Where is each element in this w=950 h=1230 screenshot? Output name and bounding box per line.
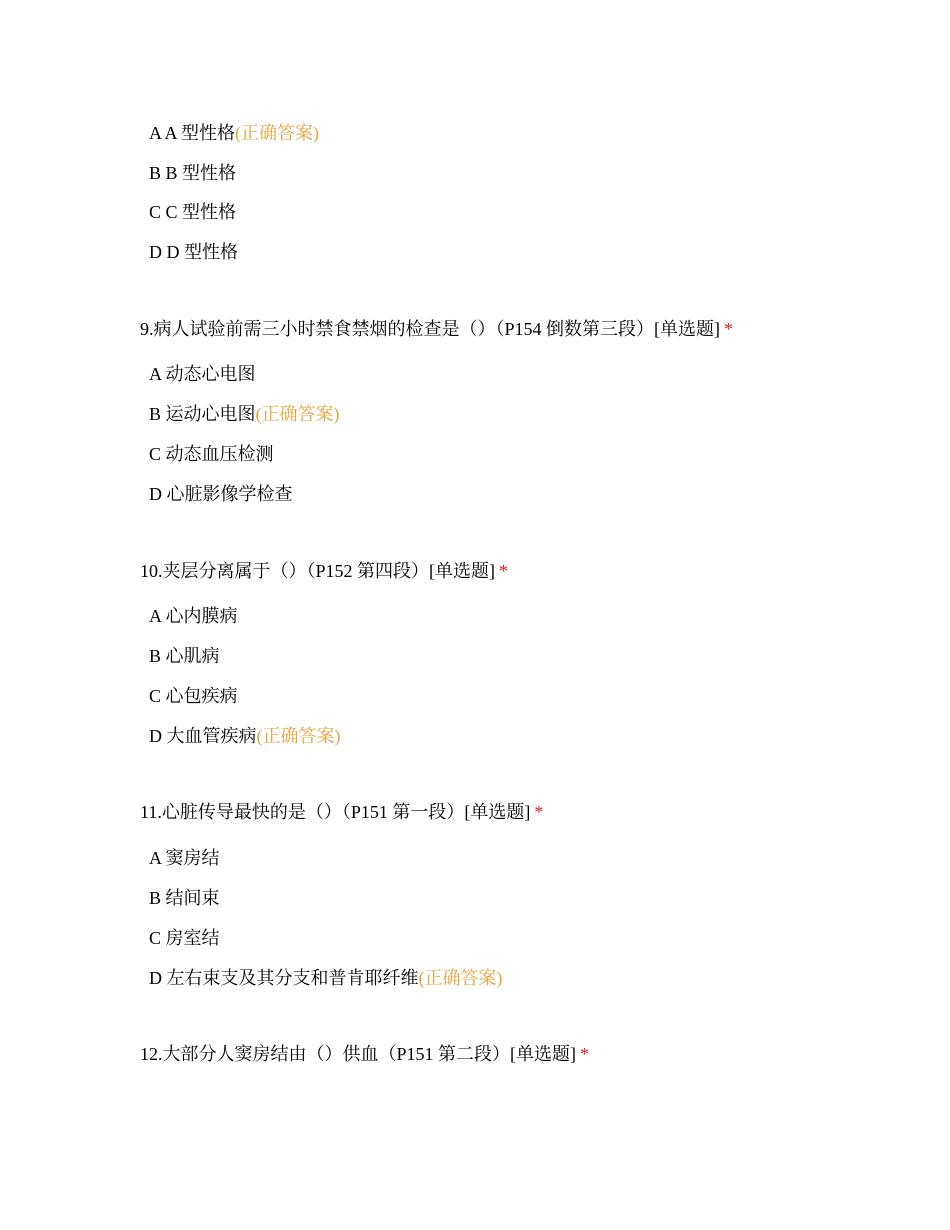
- correct-answer-tag: (正确答案): [235, 123, 320, 143]
- option-letter: A: [149, 848, 162, 868]
- option-text: 房室结: [165, 928, 220, 948]
- q11-option-a: [149, 847, 220, 869]
- required-asterisk: *: [534, 802, 544, 822]
- prev-option-a: [149, 122, 319, 144]
- required-asterisk: *: [499, 561, 508, 581]
- option-letter: B: [149, 404, 162, 424]
- q10-option-b: [149, 645, 220, 667]
- option-letter: A: [149, 364, 162, 384]
- question-text: 9.病人试验前需三小时禁食禁烟的检查是（）（P154 倒数第三段）[单选题]: [140, 319, 720, 339]
- q11-option-b: [149, 887, 220, 909]
- correct-answer-tag: (正确答案): [256, 726, 341, 746]
- question-10-title: [140, 560, 508, 582]
- correct-answer-tag: (正确答案): [418, 968, 503, 988]
- question-11-title: [140, 801, 543, 823]
- prev-option-c: [149, 201, 236, 223]
- prev-option-b: [149, 162, 236, 184]
- option-letter: C: [149, 202, 162, 222]
- option-text: 心肌病: [165, 646, 220, 666]
- option-text: 窦房结: [165, 848, 220, 868]
- question-9-title: [140, 318, 733, 340]
- option-text: 动态血压检测: [165, 444, 274, 464]
- option-text: C 型性格: [165, 202, 237, 222]
- option-letter: C: [149, 444, 162, 464]
- option-text: 动态心电图: [165, 364, 256, 384]
- option-text: A 型性格: [164, 123, 236, 143]
- option-text: D 型性格: [166, 242, 238, 262]
- option-text: B 型性格: [165, 163, 237, 183]
- q9-option-d: [149, 483, 293, 505]
- question-text: 12.大部分人窦房结由（）供血（P151 第二段）[单选题]: [140, 1044, 576, 1064]
- q10-option-d: [149, 725, 341, 747]
- question-text: 11.心脏传导最快的是（）（P151 第一段）[单选题]: [140, 802, 531, 822]
- option-text: 心脏影像学检查: [166, 484, 293, 504]
- required-asterisk: *: [724, 319, 733, 339]
- option-letter: D: [149, 726, 162, 746]
- option-text: 左右束支及其分支和普肯耶纤维: [166, 968, 419, 988]
- prev-option-d: [149, 241, 238, 263]
- option-text: 大血管疾病: [166, 726, 257, 746]
- question-12-title: [140, 1043, 589, 1065]
- option-letter: D: [149, 242, 162, 262]
- option-text: 心内膜病: [165, 606, 238, 626]
- option-letter: D: [149, 968, 162, 988]
- q9-option-a: [149, 363, 256, 385]
- option-letter: D: [149, 484, 162, 504]
- required-asterisk: *: [580, 1044, 589, 1064]
- option-text: 心包疾病: [165, 686, 238, 706]
- option-letter: A: [149, 606, 162, 626]
- option-letter: B: [149, 888, 162, 908]
- q10-option-c: [149, 685, 238, 707]
- option-text: 结间束: [165, 888, 220, 908]
- option-letter: C: [149, 928, 162, 948]
- option-letter: B: [149, 163, 162, 183]
- option-letter: A: [149, 123, 162, 143]
- option-text: 运动心电图: [165, 404, 256, 424]
- q9-option-b: [149, 403, 340, 425]
- correct-answer-tag: (正确答案): [255, 404, 340, 424]
- q10-option-a: [149, 605, 238, 627]
- q11-option-d: [149, 967, 503, 989]
- question-text: 10.夹层分离属于（）（P152 第四段）[单选题]: [140, 561, 495, 581]
- option-letter: B: [149, 646, 162, 666]
- q9-option-c: [149, 443, 274, 465]
- option-letter: C: [149, 686, 162, 706]
- q11-option-c: [149, 927, 220, 949]
